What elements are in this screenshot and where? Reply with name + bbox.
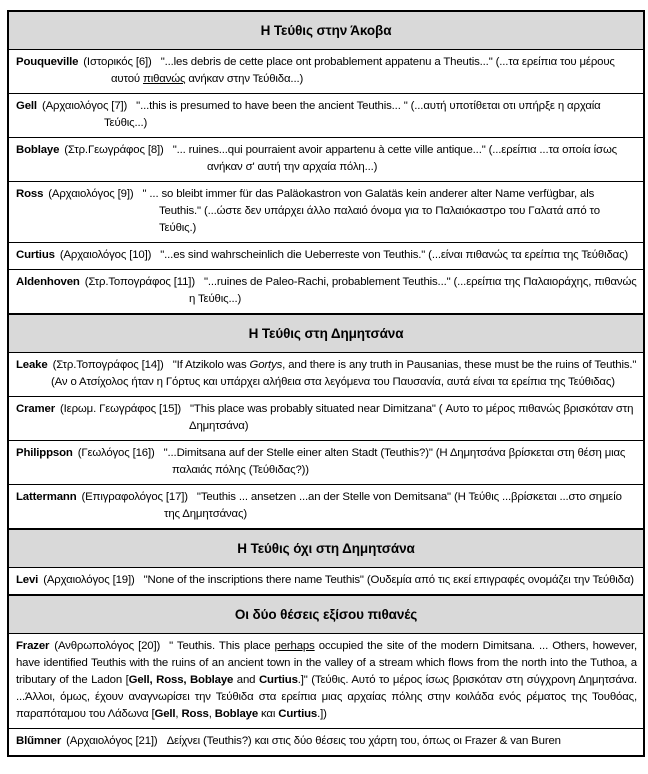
quote-segment: , <box>208 708 215 720</box>
scholar-role: (Στρ.Τοπογράφος [14]) <box>52 359 164 371</box>
table-row <box>9 270 643 314</box>
scholar-name: Blűmner <box>16 735 62 747</box>
quote-segment: Curtius <box>258 674 298 686</box>
scholar-name: Ross <box>16 188 44 200</box>
scholar-role: (Αρχαιολόγος [9]) <box>48 188 134 200</box>
table-row <box>9 485 643 529</box>
entry-text <box>16 357 637 391</box>
scholar-name: Lattermann <box>16 491 77 503</box>
quote-segment: "...es sind wahrscheinlich die Ueberreste von Teuthis." (...είναι πιθανώς τα ερείπια της Τεύθιδας) <box>160 249 629 261</box>
quote-segment: "If Atzikolo was <box>172 359 250 371</box>
quote-segment: "This place was probably situated near Dimitzana" ( Αυτο το μέρος πιθανώς βρισκόταν στη Δημητσάνα) <box>189 403 634 432</box>
quote-segment: "...Dimitsana auf der Stelle einer alten Stadt (Teuthis?)" (Η Δημητσάνα βρίσκεται στη θέση μιας παλαιάς πόλης (Τεύθιδας?)) <box>163 447 626 476</box>
scholar-name: Aldenhoven <box>16 276 80 288</box>
quote-segment: , <box>175 708 182 720</box>
quote-segment: "Teuthis ... ansetzen ...an der Stelle von Demitsana" (Η Τεύθις ...βρίσκεται ...στο σημείο της Δημητσάνας) <box>164 491 622 520</box>
quote-segment: " ... so bleibt immer für das Paläokastron von Galatäs kein anderer alter Name verfügbar, als Teuthis." (...ώστε δεν υπάρχει άλλο παλαιό όνομα για το Παλαιόκαστρο του Γαλατά από το Τεύθις.) <box>142 188 600 234</box>
quote-segment: .]" (Τεύθις. Αυτό το μέρος ίσως βρισκόταν στη σύγχρονη Δημητσάνα. ...Άλλοι, όμως, έχουν αναγνωρίσει την Τεύθιδα στα ερείπια μιας αρχαίας πόλης στην κοιλάδα ενός ρέματος της Τουθόας, παραπόταμου του Λάδωνα [ <box>16 674 637 720</box>
scholar-role: (Γεωλόγος [16]) <box>77 447 155 459</box>
entry-text <box>16 274 637 308</box>
scholar-role: (Στρ.Τοπογράφος [11]) <box>84 276 195 288</box>
scholar-role: (Αρχαιολόγος [21]) <box>66 735 158 747</box>
scholar-role: (Στρ.Γεωγράφος [8]) <box>64 144 164 156</box>
entry-text <box>16 98 637 132</box>
scholar-name: Curtius <box>16 249 55 261</box>
quote-segment: Gell, Ross, Boblaye <box>128 674 234 686</box>
entry-text <box>16 489 637 523</box>
quote-segment: occupied the site of the modern Dimitsana. ... Others, however, have identified Teuthis with the ruins of an ancient town in the valley of a stream which flows from the north into the Tuthoa, a tributary of the Ladon [ <box>16 640 637 686</box>
table-row <box>9 138 643 182</box>
entry-text <box>16 733 637 750</box>
scholar-role: (Ιερωμ. Γεωγράφος [15]) <box>60 403 182 415</box>
table-row <box>9 441 643 485</box>
scholar-name: Pouqueville <box>16 56 79 68</box>
entry-text <box>16 142 637 176</box>
quote-segment: Gell <box>154 708 176 720</box>
quote-segment: και <box>258 708 279 720</box>
scholar-role: (Αρχαιολόγος [10]) <box>59 249 152 261</box>
quote-segment: perhaps <box>274 640 315 652</box>
scholar-role: (Ανθρωπολόγος [20]) <box>54 640 161 652</box>
quote-segment: Ross <box>181 708 209 720</box>
scholar-name: Philippson <box>16 447 73 459</box>
scholar-name: Gell <box>16 100 37 112</box>
entry-text <box>16 247 637 264</box>
entry-text <box>16 186 637 237</box>
teuthis-location-table <box>7 10 645 757</box>
entry-text <box>16 54 637 88</box>
table-row <box>9 182 643 243</box>
section-header: Η Τεύθις στη Δημητσάνα <box>9 314 643 353</box>
quote-segment: πιθανώς <box>142 73 186 85</box>
scholar-role: (Ιστορικός [6]) <box>83 56 152 68</box>
section-header: Οι δύο θέσεις εξίσου πιθανές <box>9 595 643 634</box>
quote-segment: " Teuthis. This place <box>169 640 275 652</box>
scholar-name: Levi <box>16 574 39 586</box>
section-header: Η Τεύθις όχι στη Δημητσάνα <box>9 529 643 568</box>
entry-text <box>16 638 637 723</box>
entry-text <box>16 445 637 479</box>
table-row <box>9 50 643 94</box>
scholar-name: Leake <box>16 359 48 371</box>
quote-segment: ανήκαν στην Τεύθιδα...) <box>185 73 304 85</box>
quote-segment: and <box>233 674 259 686</box>
quote-segment: "...ruines de Paleo-Rachi, probablement Teuthis..." (...ερείπια της Παλαιοράχης, πιθανώς η Τεύθις...) <box>189 276 637 305</box>
entry-text <box>16 401 637 435</box>
quote-segment: "...this is presumed to have been the ancient Teuthis... " (...αυτή υποτίθεται οτι υπήρξε η αρχαία Τεύθις...) <box>104 100 601 129</box>
scholar-role: (Αρχαιολόγος [7]) <box>41 100 128 112</box>
scholar-name: Frazer <box>16 640 50 652</box>
quote-segment: Δείχνει (Teuthis?) και στις δύο θέσεις του χάρτη του, όπως οι Frazer & van Buren <box>166 735 561 747</box>
table-row <box>9 353 643 397</box>
table-row <box>9 568 643 595</box>
quote-segment: "None of the inscriptions there name Teuthis" (Ουδεμία από τις εκεί επιγραφές ονομάζει την Τεύθιδα) <box>143 574 634 586</box>
table-row <box>9 729 643 755</box>
table-row <box>9 634 643 729</box>
table-row <box>9 243 643 270</box>
table-row <box>9 94 643 138</box>
quote-segment: .]) <box>317 708 327 720</box>
scholar-role: (Αρχαιολόγος [19]) <box>43 574 135 586</box>
quote-segment: "... ruines...qui pourraient avoir appartenu à cette ville antique..." (...ερείπια ...τα οποία ίσως ανήκαν σ' αυτή την αρχαία πόλη...) <box>172 144 618 173</box>
table-row <box>9 397 643 441</box>
scholar-role: (Επιγραφολόγος [17]) <box>81 491 188 503</box>
quote-segment: Curtius <box>278 708 318 720</box>
quote-segment: Boblaye <box>214 708 259 720</box>
quote-segment: Gortys <box>249 359 283 371</box>
quote-segment: , and there is any truth in Pausanias, these must be the ruins of Teuthis." (Αν ο Ατσίχολος ήταν η Γόρτυς και υπάρχει αλήθεια στα λεγόμενα του Παυσανία, αυτά είναι τα ερείπια της Τεύθιδας) <box>51 359 637 388</box>
quote-segment: "...les debris de cette place ont probablement appatenu a Theutis..." (...τα ερείπια του μέρους αυτού <box>111 56 615 85</box>
entry-text <box>16 572 637 589</box>
section-header: Η Τεύθις στην Άκοβα <box>9 12 643 50</box>
scholar-name: Boblaye <box>16 144 60 156</box>
scholar-name: Cramer <box>16 403 55 415</box>
